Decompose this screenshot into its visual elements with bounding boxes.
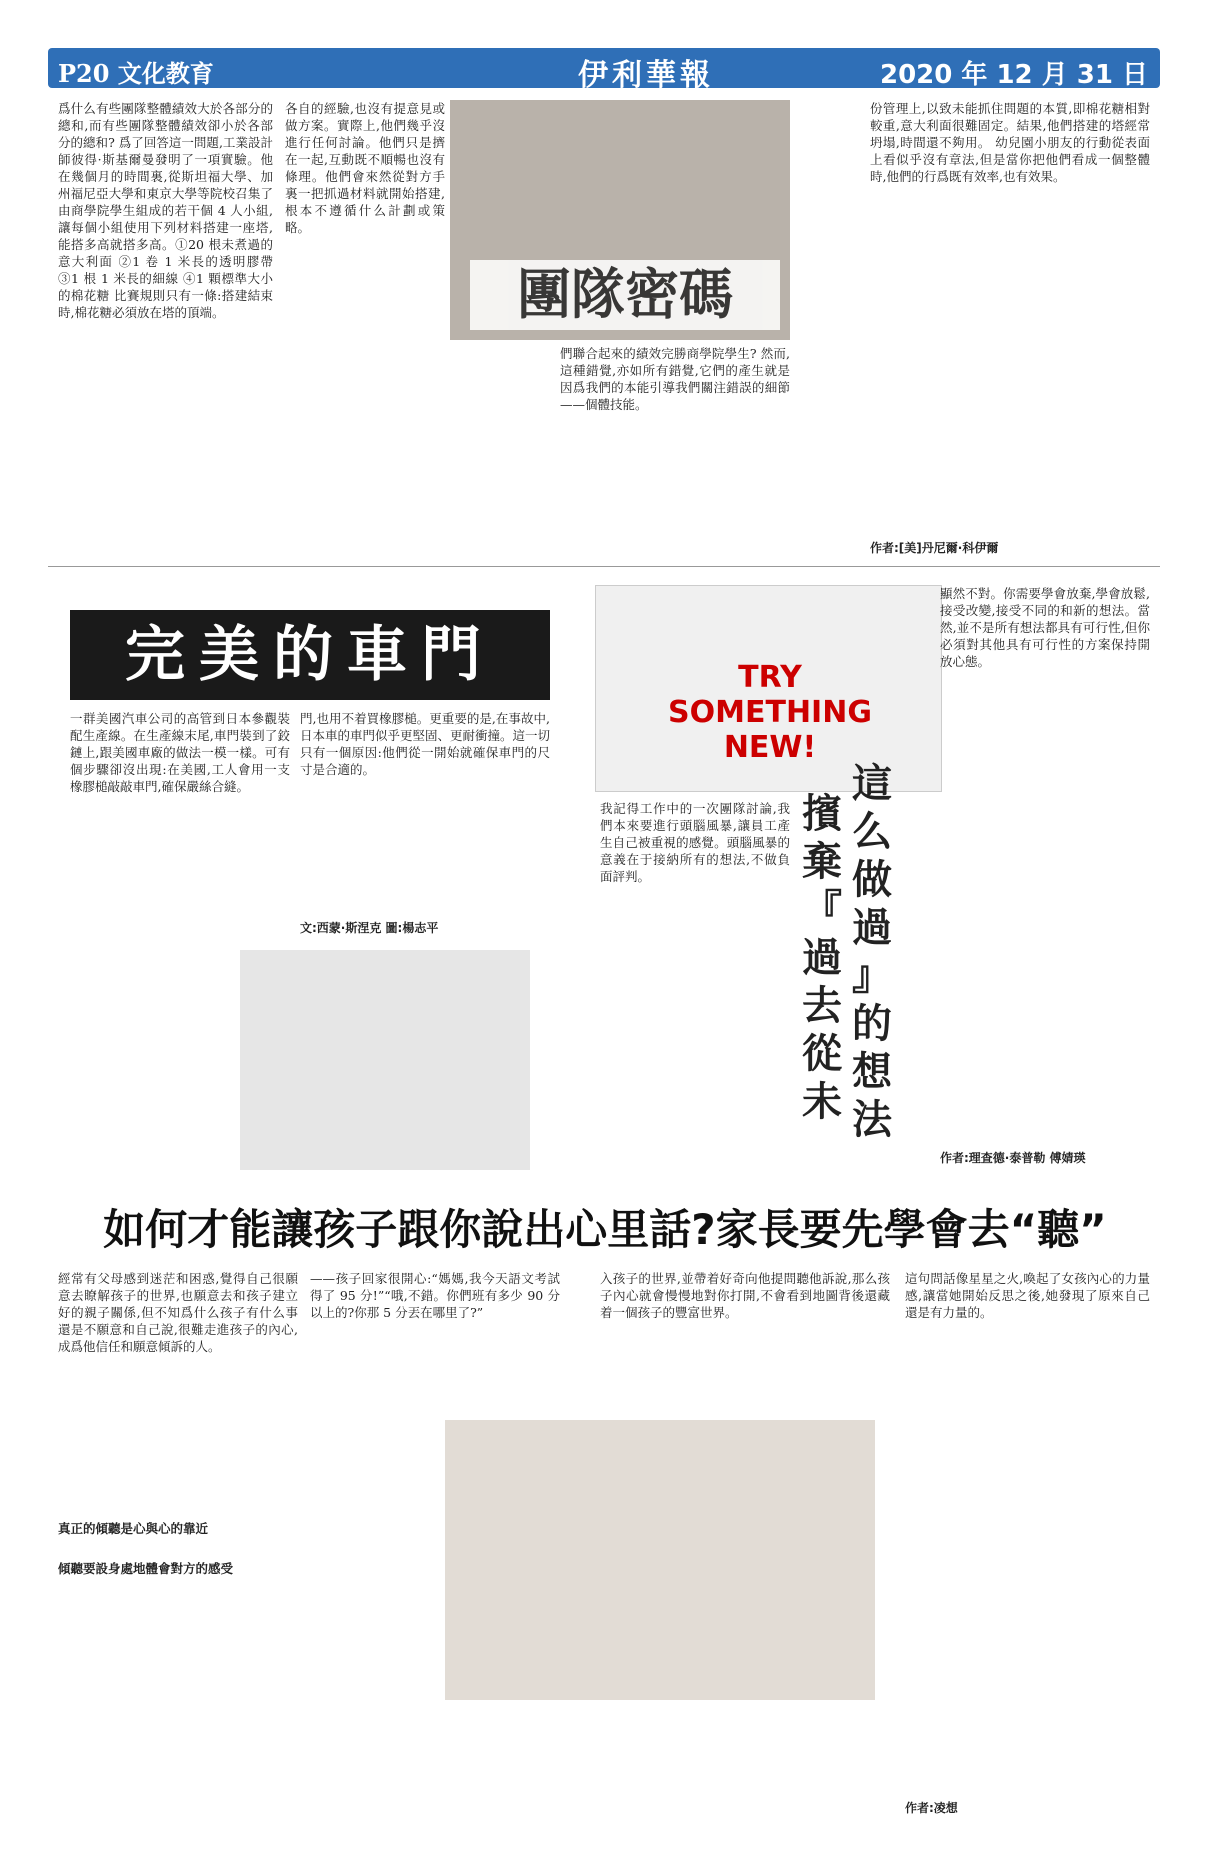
parent-child-photo: [445, 1420, 875, 1700]
article2-title: 完美的車門: [70, 610, 550, 700]
article4-subhead2: 傾聽要設身處地體會對方的感受: [58, 1561, 234, 1576]
article3-col2: 顯然不對。你需要學會放棄,學會放鬆,接受改變,接受不同的和新的想法。當然,並不是所有想法都具有可行性,但你必須對其他具有可行性的方案保持開放心態。: [940, 586, 1150, 669]
article2-author: 文:西蒙·斯涅克 圖:楊志平: [300, 921, 439, 935]
masthead: 伊利華報: [578, 58, 714, 93]
article1-col4: 份管理上,以致未能抓住問題的本質,即棉花糖相對較重,意大利面很難固定。結果,他們搭建的塔經常坍塌,時間還不夠用。 幼兒園小朋友的行動從表面上看似乎沒有章法,但是當你把他們看成一個整體時,他們的行爲既有效率,也有效果。: [870, 101, 1150, 184]
page-header: [48, 48, 1160, 93]
article4-author: 作者:凌想: [905, 1801, 958, 1815]
article1-col3: 們聯合起來的績效完勝商學院學生? 然而,這種錯覺,亦如所有錯覺,它們的產生就是因爲我們的本能引導我們關注錯誤的細節——個體技能。: [560, 346, 790, 412]
image-caption-text: TRY SOMETHING NEW!: [668, 660, 872, 765]
article2-col1: 一群美國汽車公司的高管到日本參觀裝配生產線。在生產線末尾,車門裝到了鉸鏈上,跟美國車廠的做法一模一樣。可有個步驟卻沒出現:在美國,工人會用一支橡膠槌敲敲車門,確保嚴絲合縫。: [70, 711, 290, 794]
article4-title: 如何才能讓孩子跟你說出心里話?家長要先學會去“聽”: [103, 1205, 1107, 1254]
article3-col1: 我記得工作中的一次團隊討論,我們本來要進行頭腦風暴,讓員工產生自己被重視的感覺。頭腦風暴的意義在于接納所有的想法,不做負面評判。: [600, 801, 790, 884]
article4-subhead1: 真正的傾聽是心與心的靠近: [58, 1521, 209, 1536]
article1-title: 團隊密碼: [470, 260, 780, 330]
article3-vertical-title-b: 這 么 做 過 』 的 想 法: [852, 760, 892, 1143]
article1-col1: 爲什么有些團隊整體績效大於各部分的總和,而有些團隊整體績效卻小於各部分的總和? 爲了回答這一問題,工業設計師彼得·斯基爾曼發明了一項實驗。他在幾個月的時間裏,從斯坦福大學、加州福尼亞大學和東京大學等院校召集了由商學院學生組成的若干個 4 人小組,讓每個小組使用下列材料搭建一座塔,能搭多高就搭多高。①20 根未煮過的意大利面 ②1 卷 1 米長的透明膠帶 ③1 根 1 米長的細線 ④1 顆標準大小的棉花糖 比賽規則只有一條:搭建結束時,棉花糖必須放在塔的頂端。: [58, 101, 273, 320]
article3-author: 作者:理查德·泰普勒 傅婧瑛: [940, 1151, 1086, 1165]
article4-col3: 入孩子的世界,並帶着好奇向他提問聽他訴說,那么孩子內心就會慢慢地對你打開,不會看到地圖背後還藏着一個孩子的豐富世界。: [600, 1271, 890, 1320]
article2-col2: 門,也用不着買橡膠槌。更重要的是,在事故中,日本車的車門似乎更堅固、更耐衝撞。這一切只有一個原因:他們從一開始就確保車門的尺寸是合適的。: [300, 711, 550, 777]
article4-col2: ——孩子回家很開心:“媽媽,我今天語文考試得了 95 分!”“哦,不錯。你們班有多少 90 分以上的?你那 5 分丟在哪里了?”: [310, 1271, 560, 1320]
article1-col2: 各自的經驗,也沒有提意見或做方案。實際上,他們幾乎沒進行任何討論。他們只是擠在一起,互動既不順暢也沒有條理。他們會來然從對方手裏一把抓過材料就開始搭建,根本不遵循什么計劃或策略。: [285, 101, 445, 235]
car-door-illustration: [240, 950, 530, 1170]
article1-author: 作者:[美]丹尼爾·科伊爾: [870, 541, 999, 555]
issue-date: 2020 年 12 月 31 日: [880, 60, 1148, 90]
article3-vertical-title-a: 擯 棄 『 過 去 從 未: [802, 790, 842, 1125]
article4-col1: 經常有父母感到迷茫和困惑,覺得自己很願意去瞭解孩子的世界,也願意去和孩子建立好的親子關係,但不知爲什么孩子有什么事還是不願意和自己說,很難走進孩子的內心,成爲他信任和願意傾訴的人。: [58, 1271, 298, 1354]
article4-col4: 這句問話像星星之火,喚起了女孩內心的力量感,讓當她開始反思之後,她發現了原來自己還是有力量的。: [905, 1271, 1150, 1320]
page-section: P20 文化教育: [58, 59, 214, 88]
